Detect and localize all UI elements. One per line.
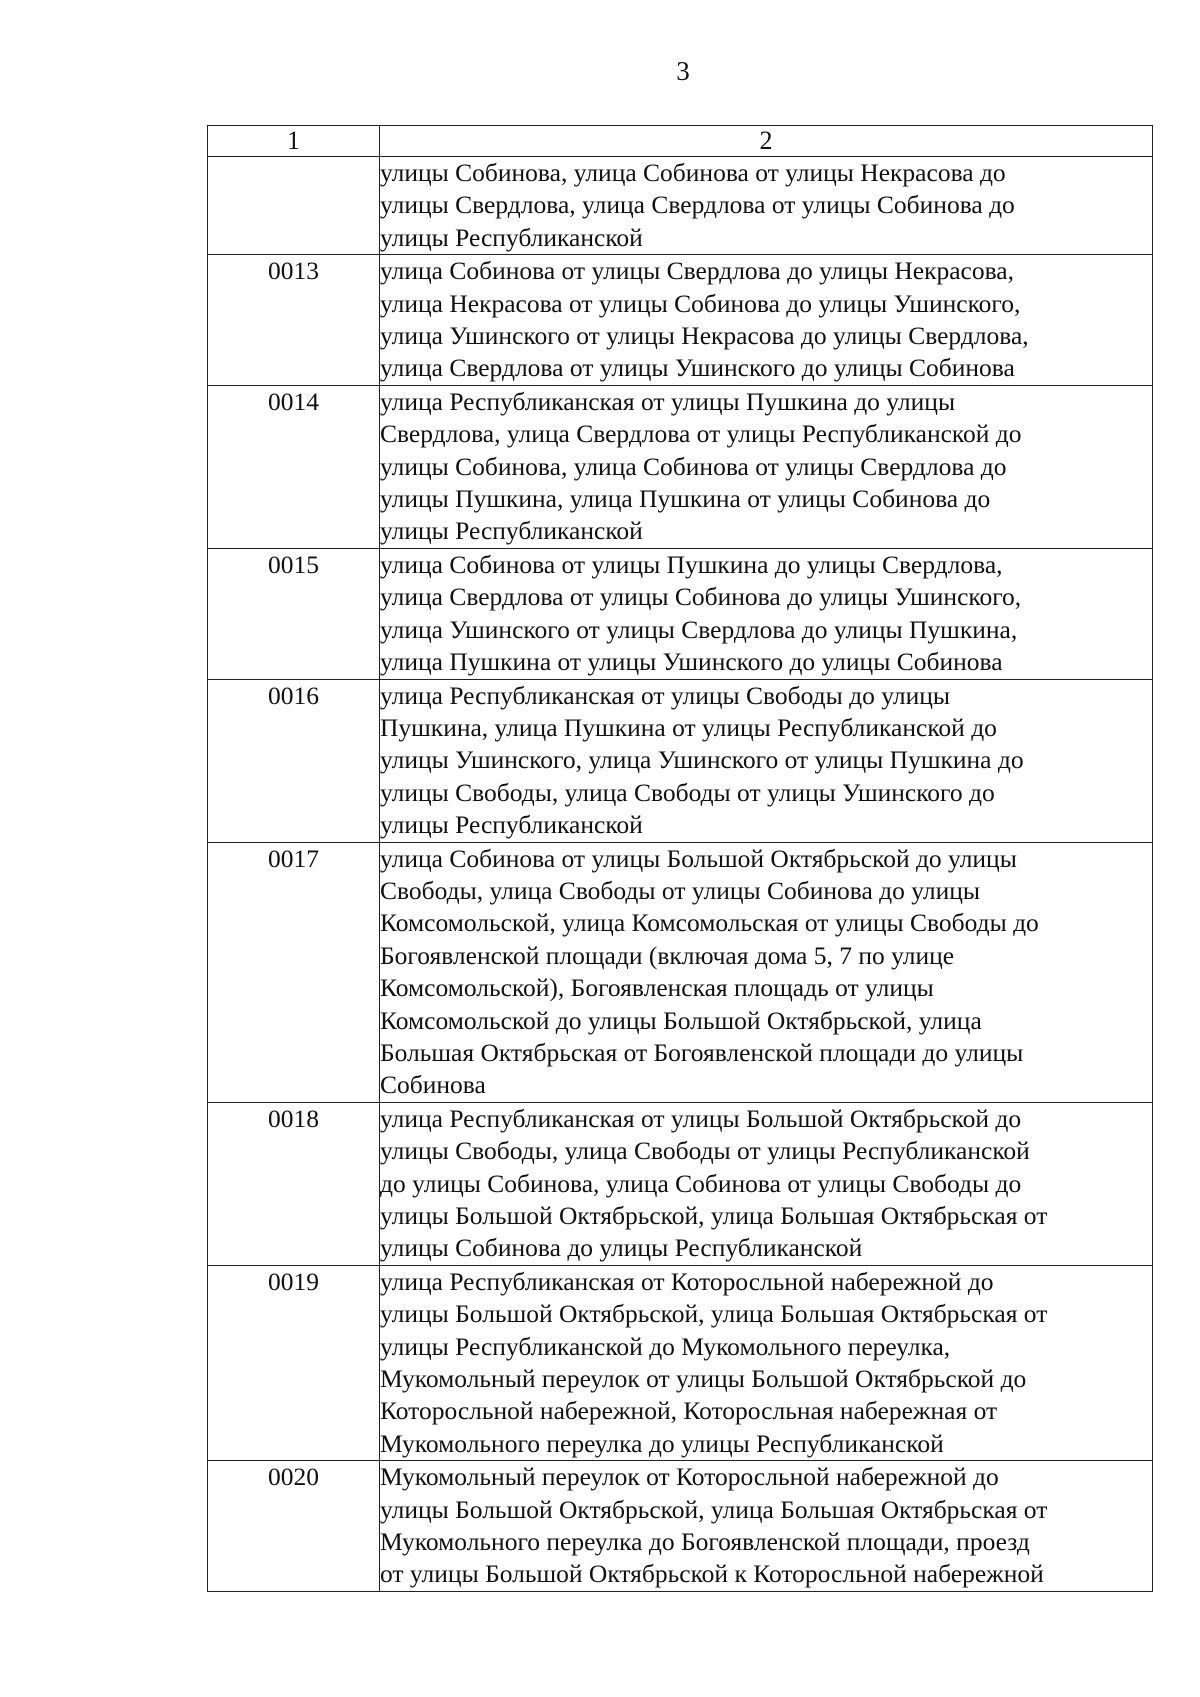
boundary-text-line: улицы Собинова до улицы Республиканской <box>380 1233 863 1263</box>
boundary-text-line: улицы Республиканской <box>380 222 643 252</box>
district-boundary-description <box>380 1265 1153 1460</box>
boundary-text-line: Комсомольской до улицы Большой Октябрьской, улица <box>380 1005 982 1035</box>
district-boundary-description <box>380 548 1153 679</box>
table-row <box>208 842 1153 1102</box>
boundary-text-line: Пушкина, улица Пушкина от улицы Республиканской до <box>380 712 997 742</box>
boundary-text-line: улицы Ушинского, улица Ушинского от улицы Пушкина до <box>380 745 1024 775</box>
boundary-text-line: улицы Собинова, улица Собинова от улицы Некрасова до <box>380 158 1006 187</box>
boundary-text-line: Мукомольный переулок от Которосльной набережной до <box>380 1462 999 1492</box>
boundary-text-line: улица Свердлова от улицы Собинова до улицы Ушинского, <box>380 582 1022 612</box>
district-code <box>208 157 380 255</box>
boundary-text-line: Которосльной набережной, Которосльная набережная от <box>380 1396 998 1426</box>
table-row <box>208 1265 1153 1460</box>
district-code: 0017 <box>208 842 380 1102</box>
boundary-text-line: Мукомольный переулок от улицы Большой Октябрьской до <box>380 1364 1027 1394</box>
page-number: 3 <box>676 56 690 86</box>
boundary-text-line: улицы Большой Октябрьской, улица Большая Октябрьская от <box>380 1494 1048 1524</box>
column-number-2: 2 <box>380 126 1153 157</box>
boundary-text-line: Мукомольного переулка до Богоявленской площади, проезд <box>380 1527 1030 1557</box>
table-header-row <box>208 126 1153 157</box>
table-row <box>208 679 1153 842</box>
boundary-text-line: Мукомольного переулка до улицы Республиканской <box>380 1428 944 1458</box>
boundary-text-line: улицы Республиканской <box>380 516 643 546</box>
table-row <box>208 1461 1153 1592</box>
district-boundary-description <box>380 679 1153 842</box>
district-code: 0016 <box>208 679 380 842</box>
boundary-text-line: улица Республиканская от улицы Пушкина до улицы <box>380 386 956 416</box>
district-code: 0014 <box>208 385 380 548</box>
boundary-text-line: улица Собинова от улицы Свердлова до улицы Некрасова, <box>380 256 1014 286</box>
table-row <box>208 385 1153 548</box>
boundary-text-line: улица Собинова от улицы Пушкина до улицы Свердлова, <box>380 549 1003 579</box>
district-code: 0015 <box>208 548 380 679</box>
district-boundary-description <box>380 842 1153 1102</box>
boundary-text-line: от улицы Большой Октябрьской к Которосльной набережной <box>380 1559 1044 1589</box>
boundary-text-line: Комсомольской, улица Комсомольская от улицы Свободы до <box>380 908 1039 938</box>
districts-table <box>207 125 1153 1592</box>
boundary-text-line: улица Ушинского от улицы Некрасова до улицы Свердлова, <box>380 321 1029 351</box>
boundary-text-line: Свердлова, улица Свердлова от улицы Республиканской до <box>380 419 1022 449</box>
boundary-text-line: улицы Собинова, улица Собинова от улицы Свердлова до <box>380 451 1007 481</box>
boundary-text-line: улицы Большой Октябрьской, улица Большая Октябрьская от <box>380 1201 1048 1230</box>
boundary-text-line: улица Ушинского от улицы Свердлова до улицы Пушкина, <box>380 614 1018 644</box>
district-code: 0018 <box>208 1102 380 1265</box>
district-boundary-description <box>380 1461 1153 1592</box>
boundary-text-line: улицы Свердлова, улица Свердлова от улицы Собинова до <box>380 190 1015 220</box>
boundary-text-line: улицы Большой Октябрьской, улица Большая Октябрьская от <box>380 1299 1048 1329</box>
district-code: 0020 <box>208 1461 380 1592</box>
district-code: 0019 <box>208 1265 380 1460</box>
district-boundary-description <box>380 385 1153 548</box>
district-boundary-description <box>380 1102 1153 1265</box>
boundary-text-line: улица Пушкина от улицы Ушинского до улицы Собинова <box>380 647 1003 677</box>
boundary-text-line: улица Республиканская от улицы Свободы до улицы <box>380 680 951 710</box>
table-row <box>208 157 1153 255</box>
district-boundary-description <box>380 255 1153 386</box>
boundary-text-line: Комсомольской), Богоявленская площадь от улицы <box>380 973 934 1003</box>
district-code: 0013 <box>208 255 380 386</box>
boundary-text-line: до улицы Собинова, улица Собинова от улицы Свободы до <box>380 1168 1022 1198</box>
boundary-text-line: улицы Свободы, улица Свободы от улицы Республиканской <box>380 1136 1030 1166</box>
boundary-text-line: Большая Октябрьская от Богоявленской площади до улицы <box>380 1037 1024 1067</box>
boundary-text-line: улицы Республиканской до Мукомольного переулка, <box>380 1331 951 1361</box>
column-number-1: 1 <box>208 126 380 157</box>
table-row <box>208 255 1153 386</box>
boundary-text-line: улицы Свободы, улица Свободы от улицы Ушинского до <box>380 777 995 807</box>
district-boundary-description <box>380 157 1153 255</box>
table-row <box>208 1102 1153 1265</box>
boundary-text-line: улица Собинова от улицы Большой Октябрьской до улицы <box>380 843 1017 873</box>
boundary-text-line: улица Некрасова от улицы Собинова до улицы Ушинского, <box>380 288 1021 318</box>
boundary-text-line: улицы Пушкина, улица Пушкина от улицы Собинова до <box>380 484 991 514</box>
boundary-text-line: Свободы, улица Свободы от улицы Собинова до улицы <box>380 875 981 905</box>
boundary-text-line: улица Республиканская от улицы Большой Октябрьской до <box>380 1103 1022 1133</box>
boundary-text-line: улицы Республиканской <box>380 810 643 840</box>
boundary-text-line: улица Республиканская от Которосльной набережной до <box>380 1266 994 1296</box>
boundary-text-line: Собинова <box>380 1070 486 1100</box>
boundary-text-line: улица Свердлова от улицы Ушинского до улицы Собинова <box>380 353 1015 383</box>
table-row <box>208 548 1153 679</box>
boundary-text-line: Богоявленской площади (включая дома 5, 7 по улице <box>380 940 955 970</box>
